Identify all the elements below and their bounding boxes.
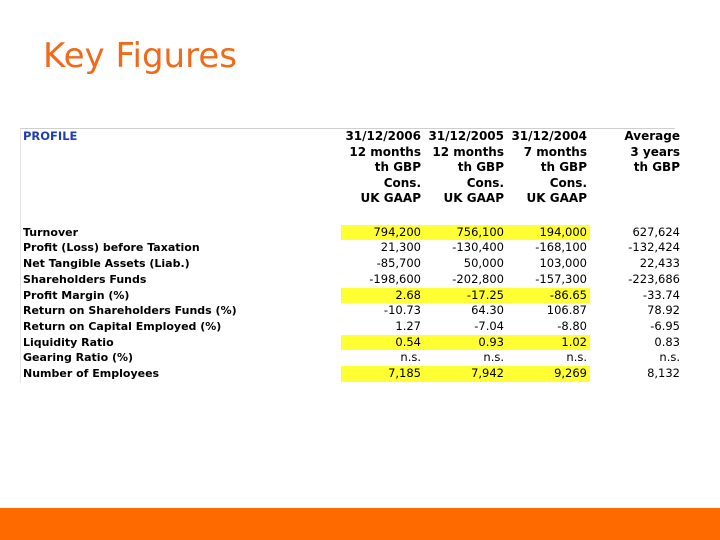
cell-value: 7,185 (341, 366, 424, 382)
row-label: Liquidity Ratio (23, 335, 114, 349)
cell-value: n.s. (483, 350, 504, 365)
cell-value: -202,800 (452, 271, 504, 286)
column-header-2004 (507, 129, 590, 209)
key-figures-table (20, 129, 694, 382)
row-label: Number of Employees (23, 367, 160, 381)
slide-title: Key Figures (43, 36, 237, 76)
row-label: Turnover (23, 225, 78, 239)
header-line: UK GAAP (526, 191, 587, 206)
cell-value: 194,000 (507, 225, 590, 241)
table-row (20, 240, 694, 256)
cell-value: -85,700 (376, 256, 421, 271)
cell-average: -6.95 (650, 318, 680, 333)
cell-value: 2.68 (341, 288, 424, 304)
cell-value: 0.54 (341, 335, 424, 351)
header-line: 3 years (630, 144, 680, 159)
table-row (20, 319, 694, 335)
header-line: th GBP (457, 160, 504, 175)
table-row (20, 288, 694, 304)
row-label: Shareholders Funds (23, 272, 147, 286)
header-line: th GBP (633, 160, 680, 175)
cell-average: -33.74 (642, 287, 680, 302)
header-line: Average (624, 129, 680, 143)
cell-average: 0.83 (654, 334, 680, 349)
cell-value: -8.80 (557, 318, 587, 333)
row-label: Net Tangible Assets (Liab.) (23, 257, 190, 271)
header-line: th GBP (540, 160, 587, 175)
header-line: 7 months (523, 144, 587, 159)
cell-value: 103,000 (539, 256, 587, 271)
header-line: 12 months (349, 144, 421, 159)
table-row (20, 303, 694, 319)
table-row (20, 225, 694, 241)
cell-value: -198,600 (369, 271, 421, 286)
cell-average: 627,624 (632, 224, 680, 239)
cell-value: 9,269 (507, 366, 590, 382)
cell-value: n.s. (566, 350, 587, 365)
row-label: Gearing Ratio (%) (23, 351, 134, 365)
header-line: 12 months (432, 144, 504, 159)
spacer-row (20, 209, 694, 225)
header-line: Cons. (466, 175, 504, 190)
cell-value: -86.65 (507, 288, 590, 304)
cell-value: -130,400 (452, 240, 504, 255)
cell-value: n.s. (400, 350, 421, 365)
header-line: UK GAAP (360, 191, 421, 206)
cell-average: 22,433 (639, 256, 680, 271)
cell-value: 106.87 (546, 303, 587, 318)
table-header-row (20, 129, 694, 209)
profile-header: PROFILE (23, 129, 78, 143)
cell-value: 0.93 (424, 335, 507, 351)
cell-value: 1.27 (395, 318, 421, 333)
table-row (20, 256, 694, 272)
row-label: Profit (Loss) before Taxation (23, 241, 200, 255)
header-line: Cons. (549, 175, 587, 190)
header-line: UK GAAP (443, 191, 504, 206)
column-header-2005 (424, 129, 507, 209)
header-line: 31/12/2005 (428, 129, 504, 143)
cell-value: 64.30 (471, 303, 504, 318)
row-label: Return on Shareholders Funds (%) (23, 304, 237, 318)
cell-average: -223,686 (628, 271, 680, 286)
header-line: 31/12/2006 (345, 129, 421, 143)
cell-value: -157,300 (535, 271, 587, 286)
column-header-2006 (341, 129, 424, 209)
table-row (20, 335, 694, 351)
cell-value: -7.04 (474, 318, 504, 333)
footer-accent-bar (0, 508, 720, 540)
table-row (20, 272, 694, 288)
row-label: Profit Margin (%) (23, 288, 130, 302)
cell-value: -10.73 (383, 303, 421, 318)
cell-average: -132,424 (628, 240, 680, 255)
cell-value: -17.25 (424, 288, 507, 304)
cell-average: 8,132 (647, 366, 680, 381)
cell-average: n.s. (659, 350, 680, 365)
cell-value: -168,100 (535, 240, 587, 255)
header-line: 31/12/2004 (511, 129, 587, 143)
cell-value: 1.02 (507, 335, 590, 351)
table-row (20, 350, 694, 366)
column-header-average (590, 129, 694, 209)
header-line: th GBP (374, 160, 421, 175)
header-line: Cons. (383, 175, 421, 190)
cell-value: 21,300 (380, 240, 421, 255)
cell-value: 756,100 (424, 225, 507, 241)
cell-value: 50,000 (463, 256, 504, 271)
cell-average: 78.92 (647, 303, 680, 318)
row-label: Return on Capital Employed (%) (23, 319, 222, 333)
table-row (20, 366, 694, 382)
cell-value: 794,200 (341, 225, 424, 241)
cell-value: 7,942 (424, 366, 507, 382)
